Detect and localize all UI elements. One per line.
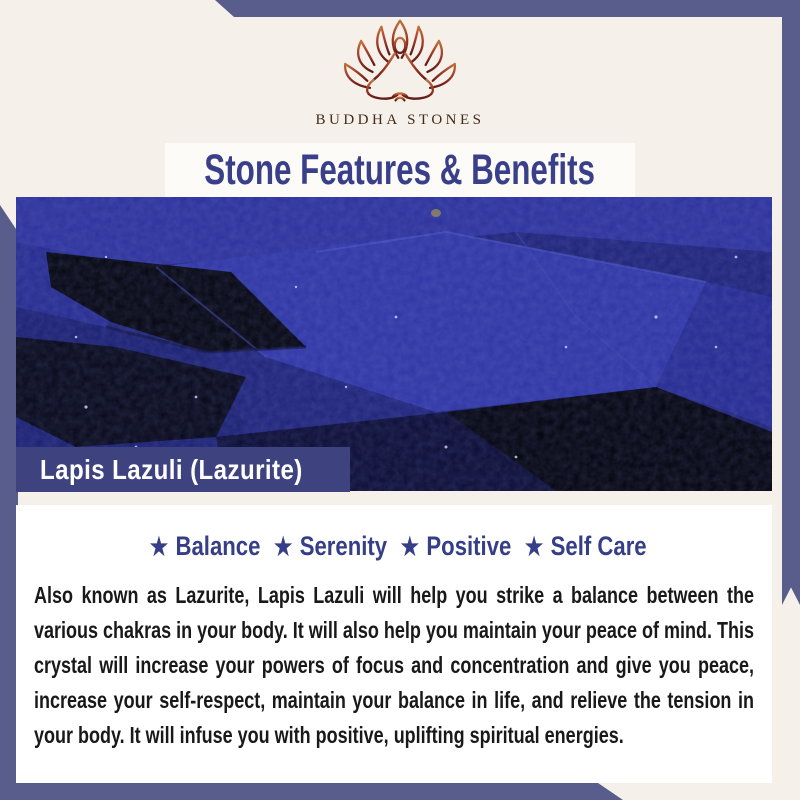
- brand-logo: [0, 18, 800, 129]
- benefit-tag: Positive: [425, 531, 511, 561]
- page-title: Stone Features & Benefits: [204, 145, 596, 194]
- benefit-tagline: [16, 531, 772, 562]
- brand-name: BUDDHA STONES: [315, 112, 485, 128]
- ribbon-bottom-bar: [0, 783, 640, 800]
- star-icon: ★: [273, 533, 292, 561]
- description-wrap: [34, 578, 772, 753]
- stone-name-text: Lapis Lazuli (Lazurite): [40, 453, 303, 485]
- benefit-tag: Self Care: [550, 531, 647, 561]
- star-icon: ★: [149, 533, 168, 561]
- benefits-card: [16, 505, 772, 783]
- benefit-tag: Balance: [175, 531, 260, 561]
- title-band: [165, 143, 635, 197]
- star-icon: ★: [524, 533, 543, 561]
- stone-description: Also known as Lazurite, Lapis Lazuli will help you strike a balance between the various chakras in your body. It will also help you maintain your peace of mind. This crystal will increase your powers of focus and concentration and give you peace, increase your self-respect, maintain your balance in life, and relieve the tension in your body. It will infuse you with positive, uplifting spiritual energies.: [34, 582, 754, 748]
- stone-name-label: [16, 447, 350, 492]
- star-icon: ★: [400, 533, 419, 561]
- ribbon-top-bar: [0, 0, 800, 17]
- lotus-meditating-figure-icon: [322, 18, 478, 110]
- benefit-tag: Serenity: [299, 531, 387, 561]
